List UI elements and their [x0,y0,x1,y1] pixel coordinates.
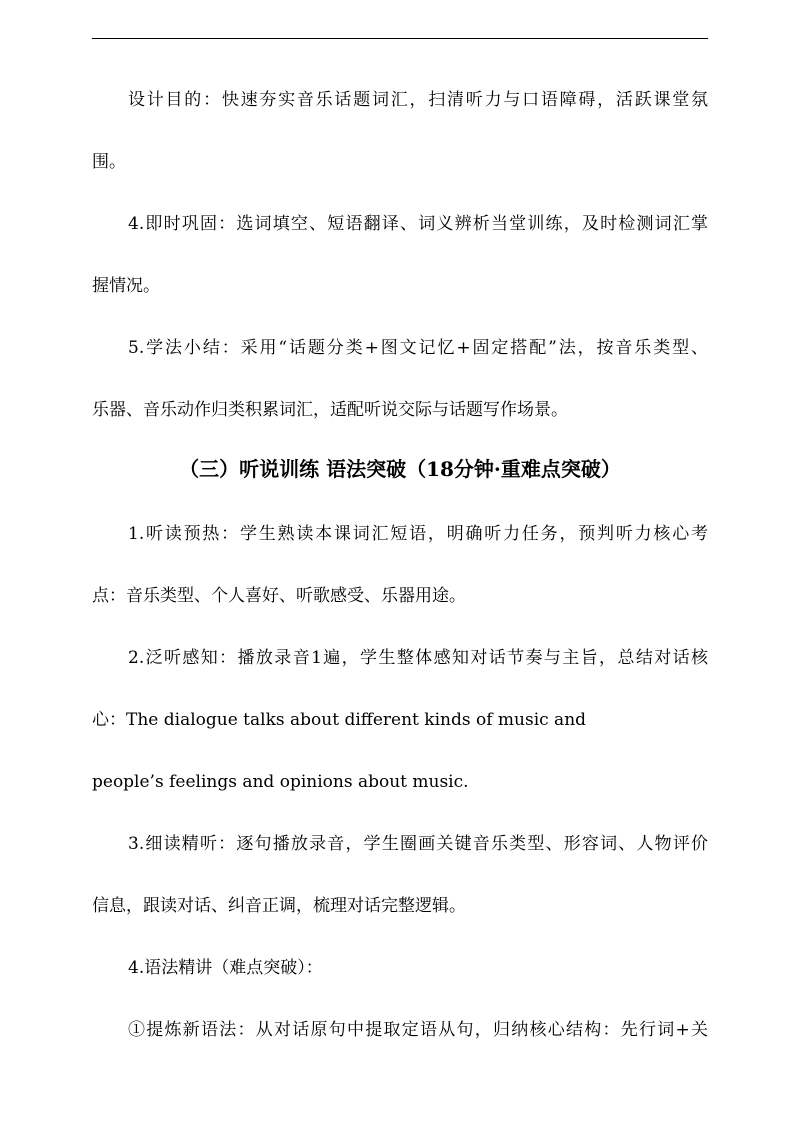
paragraph-line: 4.即时巩固：选词填空、短语翻译、词义辨析当堂训练，及时检测词汇掌 [128,214,708,234]
paragraph-line: 5.学法小结：采用“话题分类+图文记忆+固定搭配”法，按音乐类型、 [128,338,708,358]
paragraph-line: 4.语法精讲（难点突破）： [128,958,323,978]
paragraph-line: people’s feelings and opinions about music. [92,772,469,792]
paragraph-line: 信息，跟读对话、纠音正调，梳理对话完整逻辑。 [92,896,466,916]
section-heading: （三）听说训练 语法突破（18分钟·重难点突破） [179,457,621,481]
paragraph-line: 1.听读预热：学生熟读本课词汇短语，明确听力任务，预判听力核心考 [128,524,708,544]
paragraph-line: 心：The dialogue talks about different kinds of music and [92,710,587,730]
paragraph-line: 握情况。 [92,276,160,296]
paragraph-line: 3.细读精听：逐句播放录音，学生圈画关键音乐类型、形容词、人物评价 [128,834,708,854]
paragraph-line: 点：音乐类型、个人喜好、听歌感受、乐器用途。 [92,586,466,606]
paragraph-line: 2.泛听感知：播放录音1遍，学生整体感知对话节奏与主旨，总结对话核 [128,648,708,668]
paragraph-line: 乐器、音乐动作归类积累词汇，适配听说交际与话题写作场景。 [92,400,568,420]
paragraph-line: 设计目的：快速夯实音乐话题词汇，扫清听力与口语障碍，活跃课堂氛 [128,90,708,110]
paragraph-line: ①提炼新语法：从对话原句中提取定语从句，归纳核心结构：先行词+关 [128,1020,708,1040]
paragraph-line: 围。 [92,152,126,172]
header-rule [92,38,708,39]
